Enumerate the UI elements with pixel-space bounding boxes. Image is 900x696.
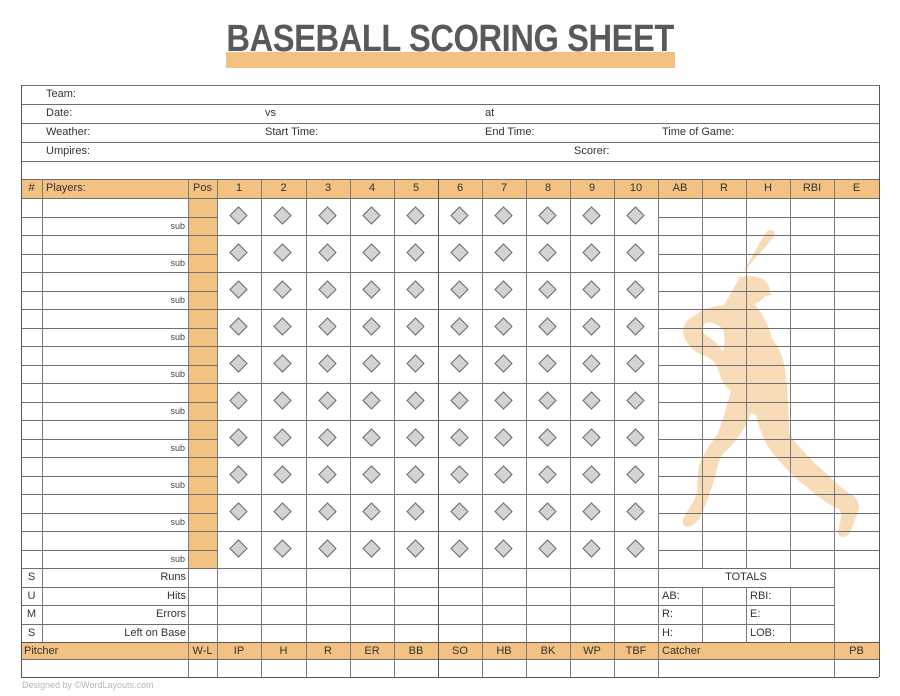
pitching-col-so: SO xyxy=(452,645,468,657)
header-inning-10: 10 xyxy=(629,182,643,194)
header-inning-1: 1 xyxy=(235,182,243,194)
grid-line xyxy=(438,568,439,642)
header-stat-r: R xyxy=(720,182,728,194)
header-inning-7: 7 xyxy=(500,182,508,194)
grid-line xyxy=(306,642,307,677)
pitching-col-r: R xyxy=(324,645,332,657)
sub-label: sub xyxy=(170,368,185,379)
pitching-col-wp: WP xyxy=(583,645,601,657)
date-field[interactable] xyxy=(80,105,260,122)
grid-line xyxy=(217,642,218,677)
grid-line xyxy=(21,123,879,124)
summary-label-hits: Hits xyxy=(167,590,186,602)
totals-label: H: xyxy=(662,627,673,639)
summary-letter: M xyxy=(26,608,37,620)
grid-line xyxy=(526,179,527,568)
header-inning-9: 9 xyxy=(588,182,596,194)
pitcher-header: Pitcher xyxy=(24,645,59,657)
time-of-game-label: Time of Game: xyxy=(662,126,735,138)
grid-line xyxy=(702,179,703,568)
player-name-field[interactable] xyxy=(43,273,187,290)
page-title: BASEBALL SCORING SHEET xyxy=(226,18,674,60)
grid-line xyxy=(438,179,439,568)
grid-line xyxy=(834,179,835,568)
totals-value-field[interactable] xyxy=(703,588,745,605)
grid-line xyxy=(526,568,527,642)
totals-value-field[interactable] xyxy=(703,625,745,642)
grid-line xyxy=(217,568,218,642)
grid-line xyxy=(482,568,483,642)
summary-letter: U xyxy=(27,590,36,602)
player-name-field[interactable] xyxy=(43,495,187,512)
opponent-field[interactable] xyxy=(282,105,477,122)
pitching-col-bk: BK xyxy=(540,645,556,657)
grid-line xyxy=(658,365,879,366)
location-field[interactable] xyxy=(500,105,870,122)
sub-label: sub xyxy=(170,331,185,342)
sub-label: sub xyxy=(170,405,185,416)
summary-letter: S xyxy=(27,627,36,639)
grid-line xyxy=(570,568,571,642)
grid-line xyxy=(879,85,880,677)
grid-line xyxy=(658,513,879,514)
player-name-field[interactable] xyxy=(43,458,187,475)
grid-line xyxy=(614,642,615,677)
header-stat-rbi: RBI xyxy=(802,182,822,194)
header-inning-4: 4 xyxy=(368,182,376,194)
player-name-field[interactable] xyxy=(43,384,187,401)
catcher-header: Catcher xyxy=(662,645,701,657)
grid-line xyxy=(658,402,879,403)
totals-label: E: xyxy=(750,608,761,620)
end-time-label: End Time: xyxy=(485,126,535,138)
grid-line xyxy=(42,179,43,568)
grid-line xyxy=(394,179,395,568)
catcher-name-field[interactable] xyxy=(659,660,833,676)
grid-line xyxy=(482,179,483,568)
grid-line xyxy=(658,291,879,292)
grid-line xyxy=(834,568,835,642)
totals-value-field[interactable] xyxy=(791,588,833,605)
grid-line xyxy=(21,142,879,143)
summary-label-left-on-base: Left on Base xyxy=(124,627,186,639)
grid-line xyxy=(658,476,879,477)
grid-line xyxy=(188,179,189,568)
grid-line xyxy=(350,568,351,642)
grid-line xyxy=(526,642,527,677)
totals-label: LOB: xyxy=(750,627,776,639)
pitching-col-h: H xyxy=(279,645,288,657)
header-stat-h: H xyxy=(764,182,772,194)
player-name-field[interactable] xyxy=(43,310,187,327)
header-inning-5: 5 xyxy=(412,182,420,194)
grid-line xyxy=(658,550,879,551)
header-players: Players: xyxy=(46,182,86,194)
grid-line xyxy=(658,328,879,329)
date-label: Date: xyxy=(46,107,73,119)
grid-line xyxy=(658,254,879,255)
header-pos: Pos xyxy=(193,182,212,194)
totals-value-field[interactable] xyxy=(791,625,833,642)
grid-line xyxy=(614,179,615,568)
grid-line xyxy=(746,179,747,568)
header-number: # xyxy=(28,182,35,194)
umpires-label: Umpires: xyxy=(46,145,91,157)
summary-label-runs: Runs xyxy=(160,571,186,583)
header-inning-6: 6 xyxy=(456,182,464,194)
sub-label: sub xyxy=(170,442,185,453)
grid-line xyxy=(658,217,879,218)
footer-credit: Designed by ©WordLayouts.com xyxy=(22,680,154,690)
player-name-field[interactable] xyxy=(43,236,187,253)
team-label: Team: xyxy=(46,88,76,100)
grid-line xyxy=(570,179,571,568)
grid-line xyxy=(350,179,351,568)
start-time-label: Start Time: xyxy=(265,126,319,138)
sub-label: sub xyxy=(170,294,185,305)
pitching-col-bb: BB xyxy=(408,645,424,657)
totals-value-field[interactable] xyxy=(791,606,833,623)
grid-line xyxy=(21,161,879,162)
sub-label: sub xyxy=(170,479,185,490)
grid-line xyxy=(746,587,747,642)
player-name-field[interactable] xyxy=(43,532,187,549)
header-inning-2: 2 xyxy=(280,182,287,194)
pitcher-name-field[interactable] xyxy=(22,660,187,676)
totals-label: AB: xyxy=(662,590,680,602)
sub-label: sub xyxy=(170,553,185,564)
summary-letter: S xyxy=(27,571,36,583)
grid-line xyxy=(570,642,571,677)
totals-value-field[interactable] xyxy=(703,606,745,623)
grid-line xyxy=(261,179,262,568)
grid-line xyxy=(790,179,791,568)
grid-line xyxy=(394,568,395,642)
grid-line xyxy=(350,642,351,677)
pitching-col-ip: IP xyxy=(233,645,245,657)
pitching-col-wl: W-L xyxy=(192,645,213,657)
pitching-col-hb: HB xyxy=(496,645,512,657)
vs-label: vs xyxy=(265,107,276,119)
scoring-sheet xyxy=(21,85,879,677)
pitching-col-er: ER xyxy=(364,645,380,657)
grid-line xyxy=(438,642,439,677)
grid-line xyxy=(21,677,879,678)
grid-line xyxy=(482,642,483,677)
player-name-field[interactable] xyxy=(43,199,187,216)
grid-line xyxy=(306,179,307,568)
grid-line xyxy=(614,568,615,642)
grid-line xyxy=(658,439,879,440)
grid-line xyxy=(306,568,307,642)
scorer-label: Scorer: xyxy=(574,145,610,157)
grid-line xyxy=(394,642,395,677)
sub-label: sub xyxy=(170,516,185,527)
grid-line xyxy=(658,179,659,568)
header-stat-ab: AB xyxy=(672,182,688,194)
totals-title: TOTALS xyxy=(725,571,767,583)
team-field[interactable] xyxy=(90,86,870,103)
pb-header: PB xyxy=(849,645,864,657)
grid-line xyxy=(217,179,218,568)
totals-label: RBI: xyxy=(750,590,772,602)
sub-label: sub xyxy=(170,220,185,231)
at-label: at xyxy=(485,107,495,119)
sub-label: sub xyxy=(170,257,185,268)
grid-line xyxy=(261,642,262,677)
grid-line xyxy=(42,568,43,642)
header-stat-e: E xyxy=(852,182,861,194)
header-inning-8: 8 xyxy=(544,182,552,194)
player-name-field[interactable] xyxy=(43,421,187,438)
header-inning-3: 3 xyxy=(324,182,332,194)
summary-label-errors: Errors xyxy=(156,608,186,620)
pitching-col-tbf: TBF xyxy=(625,645,647,657)
totals-label: R: xyxy=(662,608,673,620)
grid-line xyxy=(188,568,189,642)
grid-line xyxy=(188,642,189,677)
player-name-field[interactable] xyxy=(43,347,187,364)
grid-line xyxy=(261,568,262,642)
weather-label: Weather: xyxy=(46,126,91,138)
grid-line xyxy=(834,642,835,677)
